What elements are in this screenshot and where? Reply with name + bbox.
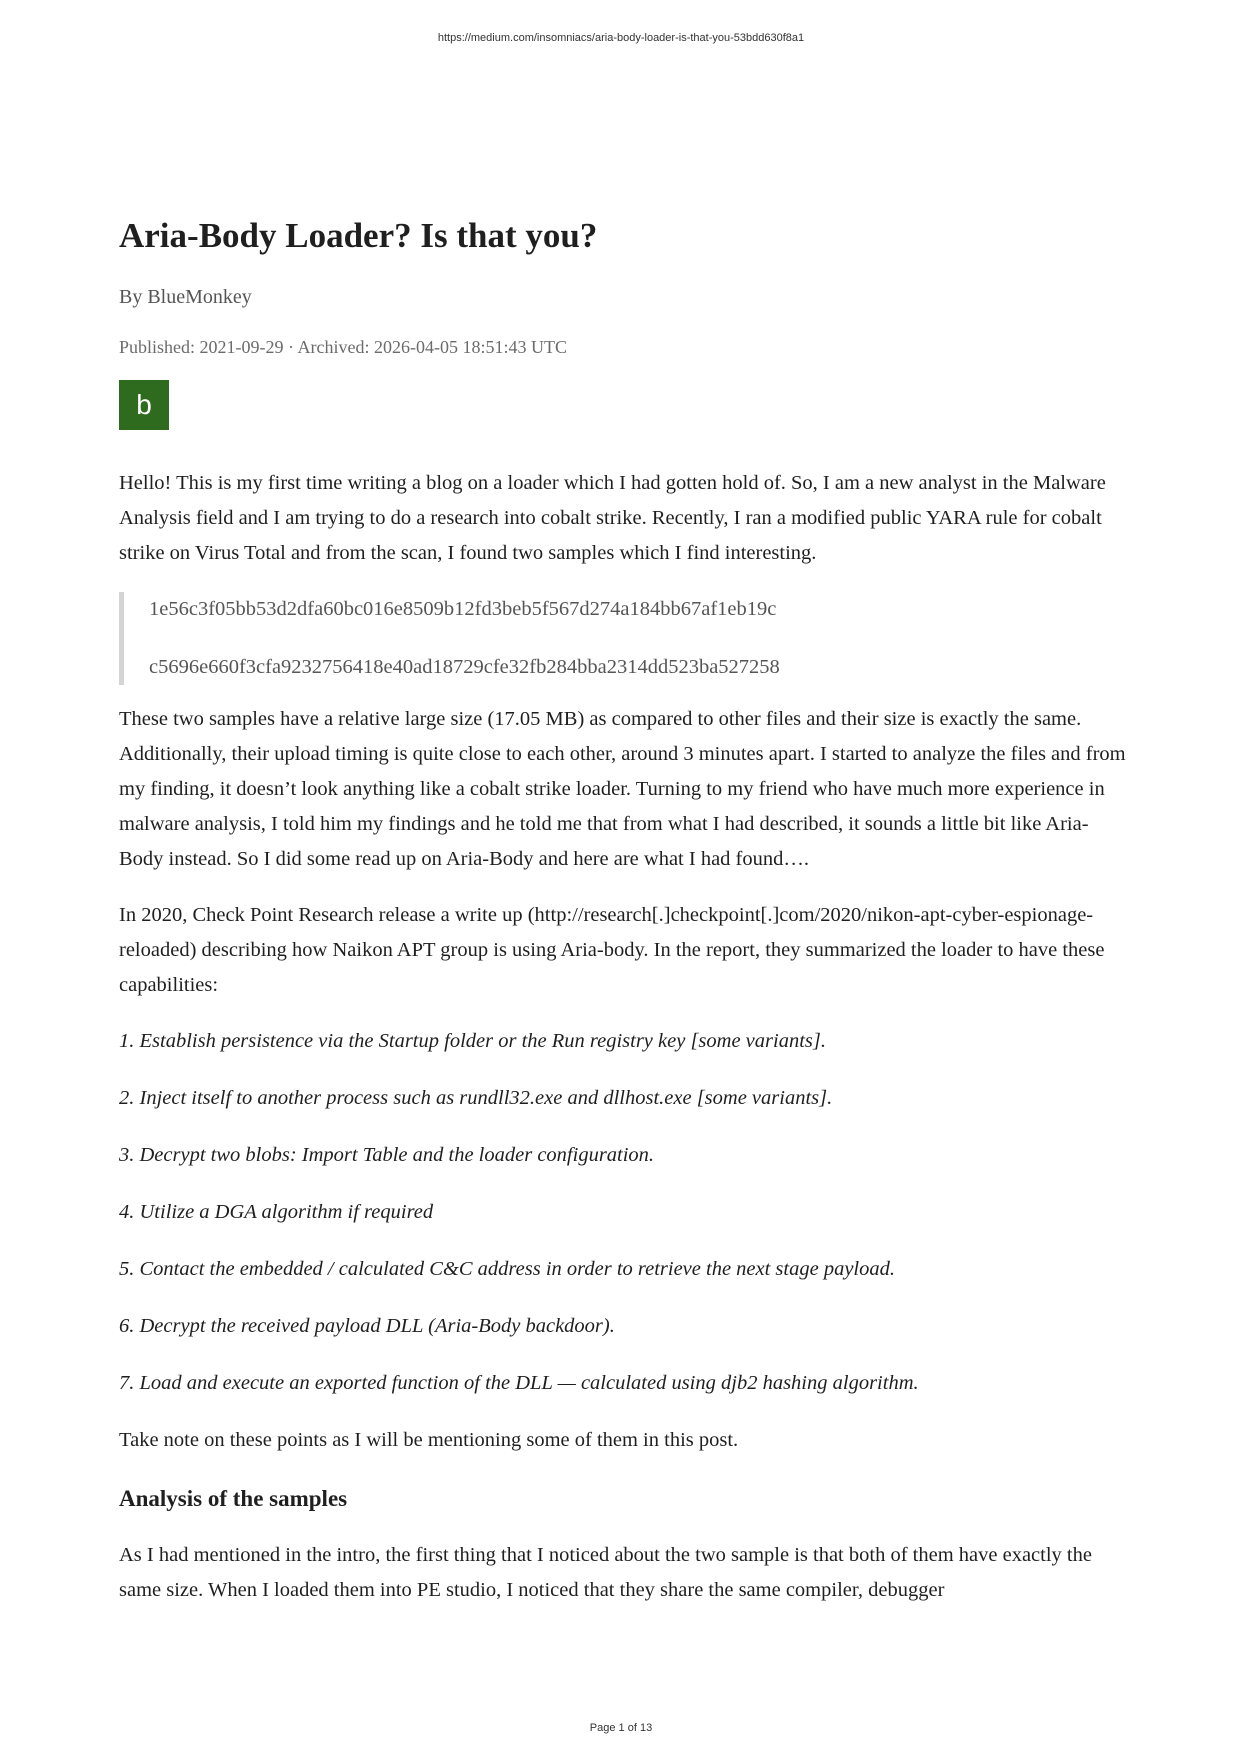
paragraph-5: As I had mentioned in the intro, the first thing that I noticed about the two sample is that both of them have exactly the same size. When I loaded them into PE studio, I noticed that they share the same compiler, debugger [119,1544,1092,1601]
intro-paragraph: Hello! This is my first time writing a blog on a loader which I had gotten hold of. So, I am a new analyst in the Malware Analysis field and I am trying to do a research into cobalt strike. Recently, I ran a modified public YARA rule for cobalt strike on Virus Total and from the scan, I found two samples which I find interesting. [119,472,1106,564]
avatar-letter: b [136,389,152,420]
section-heading: Analysis of the samples [119,1486,348,1511]
author-byline: By BlueMonkey [119,286,252,308]
hash-blockquote [119,592,1129,685]
capability-item: 7. Load and execute an exported function of the DLL — calculated using djb2 hashing algorithm. [119,1372,919,1394]
capability-item: 2. Inject itself to another process such as rundll32.exe and dllhost.exe [some variants]. [119,1087,833,1109]
article-title: Aria-Body Loader? Is that you? [119,216,598,255]
page-url: https://medium.com/insomniacs/aria-body-loader-is-that-you-53bdd630f8a1 [437,32,805,44]
paragraph-3: In 2020, Check Point Research release a write up (http://research[.]checkpoint[.]com/2020/nikon-apt-cyber-espionage-reloaded) describing how Naikon APT group is using Aria-body. In the report, they summarized the loader to have these capabilities: [119,904,1105,996]
capability-item: 5. Contact the embedded / calculated C&C address in order to retrieve the next stage payload. [119,1258,895,1280]
paragraph-4: Take note on these points as I will be mentioning some of them in this post. [119,1429,739,1451]
capability-item: 1. Establish persistence via the Startup folder or the Run registry key [some variants]. [119,1030,826,1052]
page-number: Page 1 of 13 [589,1722,653,1734]
author-avatar [119,380,169,430]
article [119,212,1129,1629]
capability-item: 6. Decrypt the received payload DLL (Aria-Body backdoor). [119,1315,615,1337]
publish-meta: Published: 2021-09-29 · Archived: 2026-04-05 18:51:43 UTC [119,337,567,357]
capabilities-list [119,1024,1129,1401]
capability-item: 3. Decrypt two blobs: Import Table and the loader configuration. [119,1144,655,1166]
hash-1: 1e56c3f05bb53d2dfa60bc016e8509b12fd3beb5f567d274a184bb67af1eb19c [149,598,777,620]
capability-item: 4. Utilize a DGA algorithm if required [119,1201,434,1223]
hash-2: c5696e660f3cfa9232756418e40ad18729cfe32fb284bba2314dd523ba527258 [149,656,780,678]
paragraph-2: These two samples have a relative large size (17.05 MB) as compared to other files and their size is exactly the same. Additionally, their upload timing is quite close to each other, around 3 minutes apart. I started to analyze the files and from my finding, it doesn’t look anything like a cobalt strike loader. Turning to my friend who have much more experience in malware analysis, I told him my findings and he told me that from what I had described, it sounds a little bit like Aria-Body instead. So I did some read up on Aria-Body and here are what I had found…. [119,708,1126,870]
